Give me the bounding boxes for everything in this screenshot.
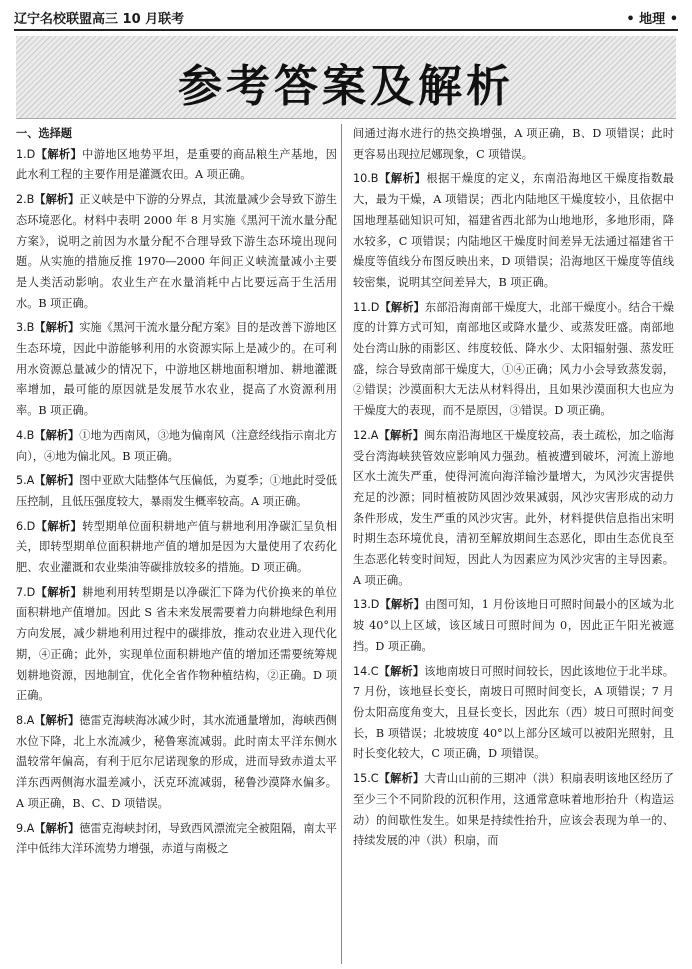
right-answer-list [353,169,674,852]
continued-text: 间通过海水进行的热交换增强，A 项正确，B、D 项错误；此时更容易出现拉尼娜现象，C 项错误。 [353,127,674,161]
analysis-tag: 【解析】 [35,519,83,533]
analysis-tag: 【解析】 [34,713,80,727]
header-subject: • 地理 • [626,11,678,27]
banner-edge [16,118,676,119]
analysis-tag: 【解析】 [34,821,80,835]
analysis-text: 东部沿海南部干燥度大，北部干燥度小。结合干燥度的计算方式可知，南部地区或降水量少、或蒸发旺盛。南部地处台湾山脉的雨影区、纬度较低、降水少、太阳辐射强、蒸发旺盛，综合导致南部干燥度大，①④正确；风力小会导致蒸发弱，②错误；沙漠面积大无法从材料得出，且如果沙漠面积大也应为干燥度大的表现，而不是原因，③错误。D 项正确。 [353,300,674,418]
section-title: 一、选择题 [16,127,72,140]
column-divider [341,124,342,964]
analysis-text: 根据干燥度的定义，东南沿海地区干燥度指数最大，最为干燥，A 项错误；西北内陆地区干燥度较小，且依据中国地理基础知识可知，福建省西北部为山地地形，多地形雨，降水较多，C 项错误；内陆地区干燥度时间差异无法通过福建省干燥度等值线分布图反映出来，D 项错误；沿海地区干燥度等值线较密集，说明其空间差异大，B 项正确。 [353,172,674,289]
answer-item [16,471,337,512]
analysis-tag: 【解析】 [378,428,425,442]
answer-number: 11.D [353,300,380,314]
title-banner [16,36,676,118]
answer-number: 12.A [353,428,379,442]
analysis-tag: 【解析】 [379,300,425,314]
analysis-tag: 【解析】 [34,428,80,442]
analysis-text: ①地为西南风，③地为偏南风（注意经线指示南北方向），④地为偏北风。B 项正确。 [16,428,337,463]
answer-item [16,318,337,422]
analysis-text: 大青山山前的三期冲（洪）积扇表明该地区经历了至少三个不同阶段的沉积作用，这通常意味着地形抬升（构造运动）的间歇性发生。如果是持续性抬升，应该会表现为单一的、持续发展的冲（洪）积扇，而 [353,772,674,848]
answer-number: 5.A [16,474,35,488]
banner-title: 参考答案及解析 [178,61,514,112]
right-column [353,124,674,964]
answer-item [16,426,337,467]
analysis-tag: 【解析】 [378,772,425,786]
answer-number: 3.B [16,321,35,335]
answer-number: 15.C [353,772,379,786]
answer-number: 9.A [16,821,35,835]
analysis-text: 实施《黑河干流水量分配方案》目的是改善下游地区生态环境，因此中游能够利用的水资源实际上是减少的。在可利用水资源总量减少的情况下，中游地区耕地面积增加、耕地灌溉率增加，最可能的原因就是发展节水农业，提高了水资源利用率。B 项正确。 [16,321,337,418]
answer-item [353,169,674,293]
analysis-text: 由图可知，1 月份该地日可照时间最小的区域为北坡 40°以上区域，该区域日可照时间为 0，因此正午阳光被遮挡。D 项正确。 [353,598,674,653]
analysis-tag: 【解析】 [34,474,80,488]
answer-item [16,583,337,707]
answer-item [16,145,337,186]
answer-number: 14.C [353,664,379,678]
analysis-text: 闽东南沿海地区干燥度较高，表土疏松，加之临海受台湾海峡狭管效应影响风力强劲。植被遭到破坏，河流上游地区水土流失严重，使得河流向海洋输沙量增大，为风沙灾害提供充足的沙源；同时植被防风固沙效果减弱，风沙灾害形成的动力条件形成，发生严重的风沙灾害。此外，材料提供信息指出宋明时期生态环境优良，清初至解放期间生态恶化，即由生态优良至生态恶化转变时间短，因此人为因素应为风沙灾害的主导因素。A 项正确。 [353,428,674,587]
answer-number: 13.D [353,598,380,612]
analysis-tag: 【解析】 [34,193,80,207]
answer-item [16,517,337,579]
answer-number: 8.A [16,713,35,727]
answer-number: 2.B [16,193,35,207]
analysis-tag: 【解析】 [379,598,425,612]
header-rule [14,29,678,31]
answer-item [353,595,674,657]
header-exam-title: 辽宁名校联盟高三 10 月联考 [14,11,185,27]
analysis-text: 图中亚欧大陆整体气压偏低，为夏季；①地此时受低压控制，且低压强度较大，暴雨发生概率较高。A 项正确。 [16,474,337,508]
analysis-tag: 【解析】 [34,321,80,335]
analysis-text: 耕地利用转型期是以净碳汇下降为代价换来的单位面积耕地产值增加。因此 S 省未来发展需要着力向耕地绿色利用方向发展，减少耕地利用过程中的碳排放，推动农业进入现代化期，④正确；此外，实现单位面积耕地产值的增加还需要统筹规划耕地资源，因地制宜，优化全省作物种植结构，②正确。D 项正确。 [16,585,337,703]
answer-number: 1.D [16,147,36,161]
analysis-tag: 【解析】 [378,664,425,678]
analysis-tag: 【解析】 [35,585,83,599]
answer-item [16,711,337,815]
answer-number: 7.D [16,585,36,599]
analysis-tag: 【解析】 [378,172,427,186]
analysis-text: 中游地区地势平坦，是重要的商品粮生产基地，因此水利工程的主要作用是灌溉农田。A 项正确。 [16,147,337,182]
answer-item [16,190,337,314]
analysis-text: 转型期单位面积耕地产值与耕地利用净碳汇呈负相关，即转型期单位面积耕地产值的增加是因为大量使用了农药化肥、农业灌溉和农业柴油等碳排放较多的措施。D 项正确。 [16,519,337,575]
page-header [14,6,678,28]
analysis-text: 德雷克海峡封闭，导致西风漂流完全被阻隔，南太平洋中低纬大洋环流势力增强，赤道与南极之 [16,821,337,856]
analysis-tag: 【解析】 [35,147,83,161]
answer-item [16,819,337,860]
left-answer-list [16,145,337,860]
answer-item [353,426,674,592]
analysis-text: 正义峡是中下游的分界点，其流量减少会导致下游生态环境恶化。材料中表明 2000 年 8 月实施《黑河干流水量分配方案》，说明之前因为水量分配不合理导致下游生态环境出现问题。从实施的措施反推 1970—2000 年间正义峡流量减小主要是人类活动影响。农业生产在水量消耗中占比要远高于生活用水。B 项正确。 [16,193,337,310]
analysis-text: 德雷克海峡海冰减少时，其水流通量增加，海峡西侧水位下降，北上水流减少，秘鲁寒流减弱。此时南太平洋东侧水温较常年偏高，有利于厄尔尼诺现象的形成，进而导致赤道太平洋东西两侧海水温差减小，沃克环流减弱，秘鲁沙漠降水偏多。A 项正确，B、C、D 项错误。 [16,713,337,810]
answer-number: 10.B [353,172,379,186]
answer-number: 6.D [16,519,36,533]
answer-number: 4.B [16,428,35,442]
answer-item [353,298,674,422]
left-column [16,124,337,964]
answer-item [353,769,674,852]
answer-item [353,662,674,766]
analysis-text: 该地南坡日可照时间较长，因此该地位于北半球。7 月份，该地昼长变长，南坡日可照时间变长，A 项错误；7 月份太阳高度角变大，且昼长变长，因此东（西）坡日可照时间变长，B 项错误；北坡坡度 40°以上部分区域可以被阳光照射，且时长变化较大，C 项正确，D 项错误。 [353,664,674,761]
